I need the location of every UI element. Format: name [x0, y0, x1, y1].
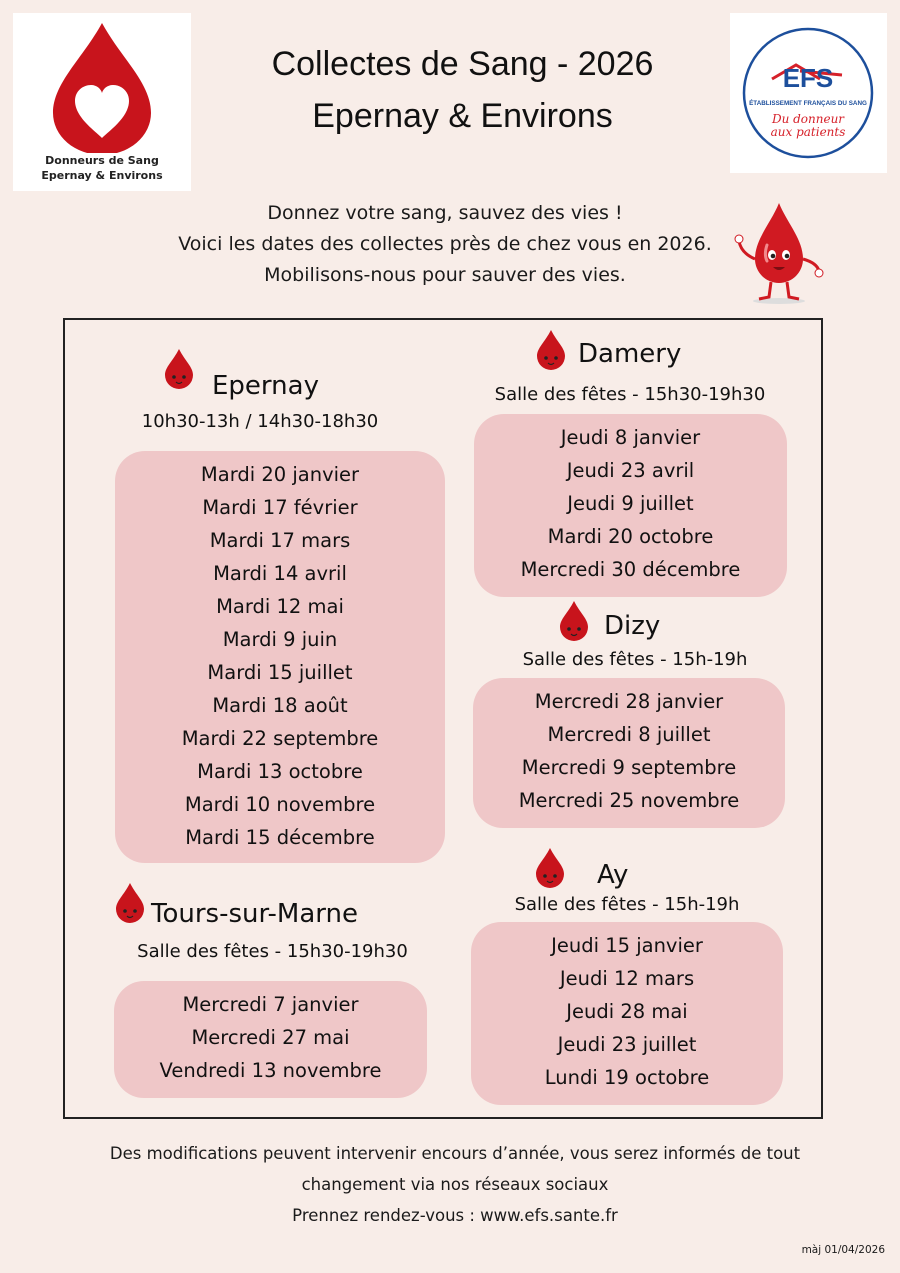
- date-item: Mardi 14 avril: [213, 562, 347, 585]
- update-date: màj 01/04/2026: [801, 1244, 885, 1256]
- footer-line: changement via nos réseaux sociaux: [301, 1175, 609, 1194]
- date-item: Mercredi 8 juillet: [547, 723, 711, 746]
- blood-drop-icon: [556, 599, 592, 643]
- city-ay: Ay: [597, 860, 629, 890]
- dates-dizy: [473, 678, 785, 828]
- title-line-2: Epernay & Environs: [312, 97, 613, 135]
- date-item: Mardi 10 novembre: [184, 793, 376, 816]
- logo-line-2: Epernay & Environs: [41, 169, 163, 182]
- dates-tours: [114, 981, 427, 1098]
- date-item: Jeudi 28 mai: [566, 1000, 688, 1023]
- date-item: Mardi 20 janvier: [200, 463, 360, 486]
- dates-damery: [474, 414, 787, 597]
- city-dizy: Dizy: [604, 611, 661, 641]
- hours-tours: Salle des fêtes - 15h30-19h30: [137, 941, 408, 962]
- dates-ay: [471, 922, 783, 1105]
- efs-slogan-2: aux patients: [770, 125, 846, 139]
- date-item: Mardi 9 juin: [222, 628, 338, 651]
- date-item: Jeudi 23 avril: [566, 459, 695, 482]
- date-item: Mardi 13 octobre: [197, 760, 363, 783]
- blood-drop-icon: [161, 347, 197, 391]
- hours-ay: Salle des fêtes - 15h-19h: [514, 894, 740, 915]
- date-item: Vendredi 13 novembre: [159, 1059, 382, 1082]
- city-tours-sur-marne: Tours-sur-Marne: [151, 899, 358, 929]
- date-item: Jeudi 9 juillet: [567, 492, 694, 515]
- date-item: Lundi 19 octobre: [544, 1066, 710, 1089]
- intro-text: [100, 198, 790, 291]
- hours-dizy: Salle des fêtes - 15h-19h: [522, 649, 748, 670]
- date-item: Mardi 17 mars: [209, 529, 351, 552]
- page-title: [200, 38, 725, 142]
- efs-acronym: EFS: [782, 63, 834, 93]
- hours-damery: Salle des fêtes - 15h30-19h30: [494, 384, 766, 405]
- date-item: Mardi 15 juillet: [207, 661, 353, 684]
- intro-line: Mobilisons-nous pour sauver des vies.: [264, 264, 626, 286]
- date-item: Jeudi 8 janvier: [560, 426, 701, 449]
- date-item: Mardi 17 février: [202, 496, 358, 519]
- efs-org: ÉTABLISSEMENT FRANÇAIS DU SANG: [749, 100, 867, 107]
- blood-drop-icon: [533, 328, 569, 372]
- blood-drop-icon: [532, 846, 568, 890]
- date-item: Mercredi 28 janvier: [534, 690, 724, 713]
- dates-epernay: [115, 451, 445, 863]
- date-item: Mercredi 9 septembre: [521, 756, 737, 779]
- date-item: Mercredi 7 janvier: [182, 993, 359, 1016]
- date-item: Mardi 22 septembre: [181, 727, 379, 750]
- date-item: Mardi 15 décembre: [185, 826, 375, 849]
- donneurs-logo: [13, 13, 191, 191]
- date-item: Mercredi 30 décembre: [520, 558, 741, 581]
- footer-line: Des modifications peuvent intervenir encours d’année, vous serez informés de tout: [109, 1144, 801, 1163]
- date-item: Jeudi 15 janvier: [551, 934, 703, 957]
- blood-drop-icon: [112, 881, 148, 925]
- efs-logo: [730, 13, 887, 173]
- efs-slogan-1: Du donneur: [771, 112, 845, 126]
- city-damery: Damery: [578, 339, 682, 369]
- intro-line: Donnez votre sang, sauvez des vies !: [267, 202, 623, 224]
- blood-drop-mascot-icon: [733, 197, 825, 307]
- date-item: Mercredi 27 mai: [191, 1026, 350, 1049]
- title-line-1: Collectes de Sang - 2026: [271, 45, 654, 83]
- intro-line: Voici les dates des collectes près de chez vous en 2026.: [178, 233, 712, 255]
- date-item: Jeudi 12 mars: [559, 967, 695, 990]
- date-item: Mardi 20 octobre: [547, 525, 714, 548]
- date-item: Jeudi 23 juillet: [557, 1033, 697, 1056]
- city-epernay: Epernay: [212, 371, 319, 401]
- blood-drop-heart-icon: [13, 13, 191, 153]
- date-item: Mercredi 25 novembre: [518, 789, 740, 812]
- hours-epernay: 10h30-13h / 14h30-18h30: [141, 411, 379, 432]
- date-item: Mardi 18 août: [212, 694, 348, 717]
- footer-text: [40, 1138, 870, 1231]
- logo-line-1: Donneurs de Sang: [45, 154, 159, 167]
- footer-line: Prennez rendez-vous : www.efs.sante.fr: [292, 1206, 618, 1225]
- date-item: Mardi 12 mai: [216, 595, 344, 618]
